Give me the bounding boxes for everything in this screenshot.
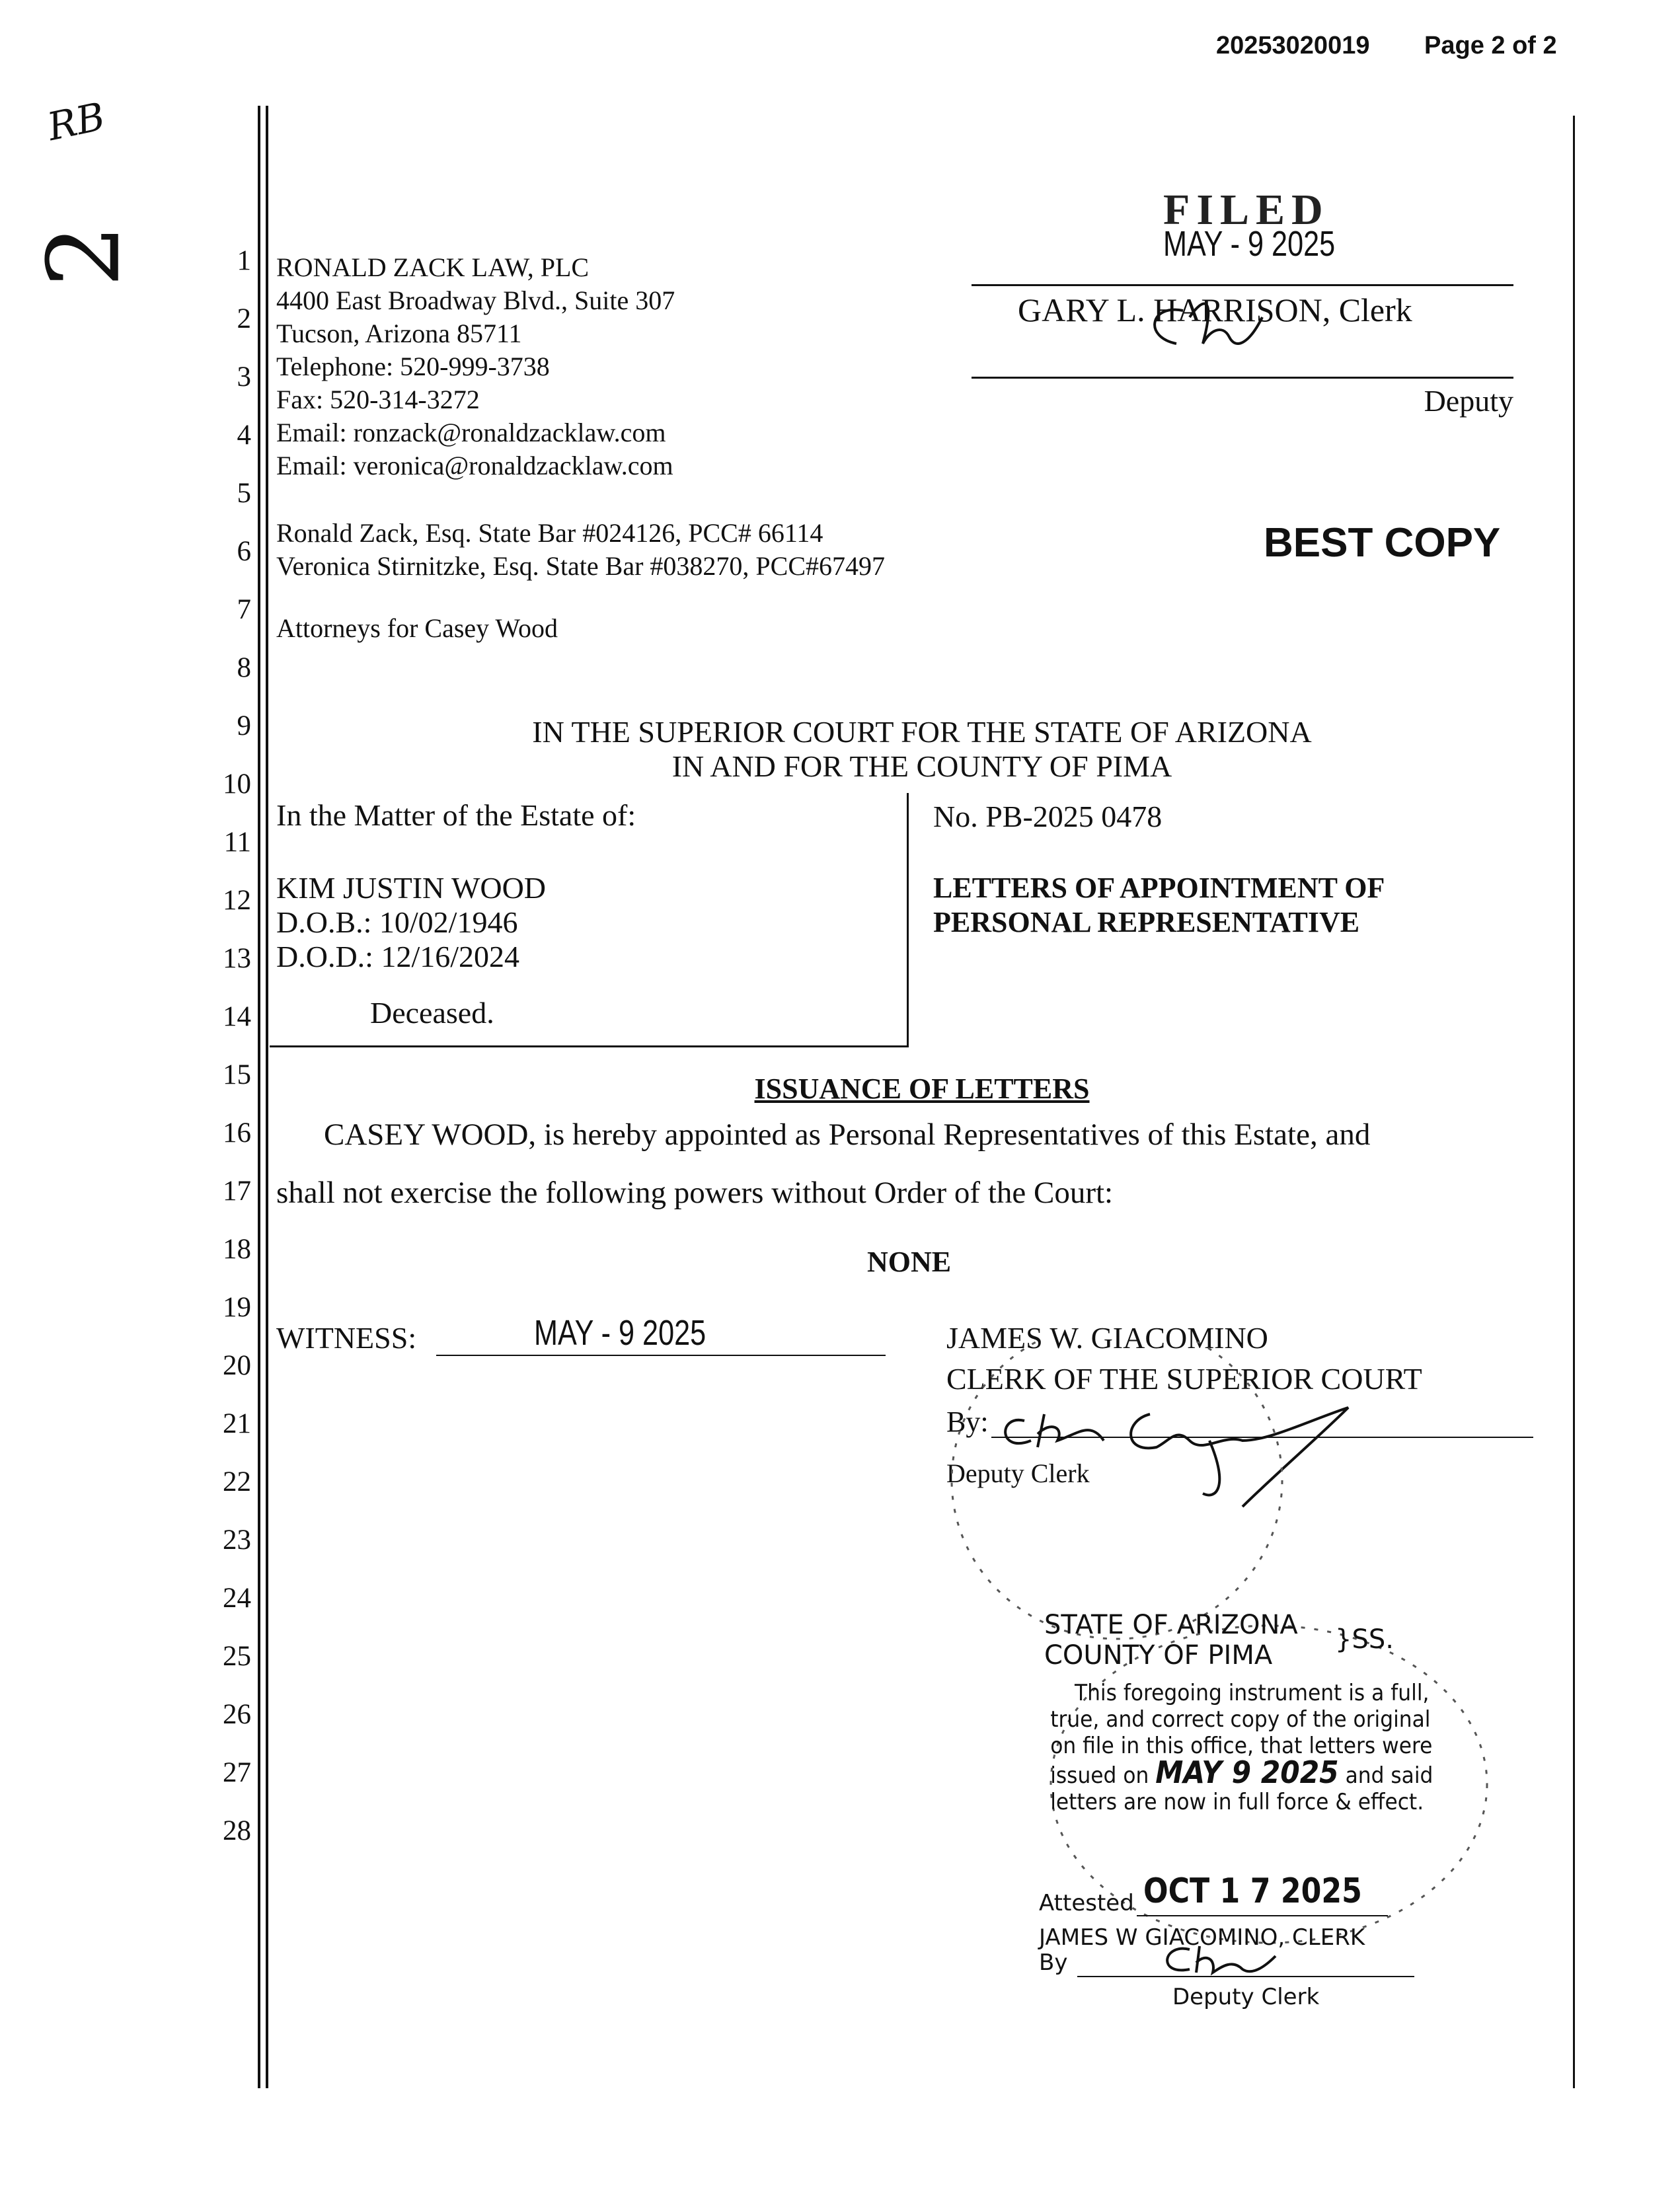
decedent-dob: D.O.B.: 10/02/1946 bbox=[276, 905, 518, 939]
right-rule bbox=[1573, 116, 1575, 2088]
issuance-heading: ISSUANCE OF LETTERS bbox=[754, 1073, 1090, 1105]
left-rule-outer bbox=[258, 106, 260, 2088]
attorney-line: Email: veronica@ronaldzacklaw.com bbox=[276, 451, 673, 480]
left-rule-inner bbox=[266, 106, 268, 2088]
decedent-name: KIM JUSTIN WOOD bbox=[276, 871, 547, 905]
attorney-line: Email: ronzack@ronaldzacklaw.com bbox=[276, 418, 666, 447]
pleading-title-line-2: PERSONAL REPRESENTATIVE bbox=[933, 906, 1360, 938]
line-number: 16 bbox=[223, 1117, 251, 1149]
attorney-line: RONALD ZACK LAW, PLC bbox=[276, 252, 590, 282]
filed-stamp-clerk: GARY L. HARRISON, Clerk bbox=[1018, 291, 1412, 328]
case-number: No. PB-2025 0478 bbox=[933, 800, 1163, 833]
cert-attested-label: Attested bbox=[1039, 1890, 1134, 1916]
line-number: 11 bbox=[223, 827, 251, 858]
cert-text: This foregoing instrument is a full, bbox=[1075, 1680, 1430, 1706]
body-paragraph-1: CASEY WOOD, is hereby appointed as Personal Representatives of this Estate, and bbox=[324, 1117, 1371, 1152]
filed-stamp bbox=[965, 185, 1513, 436]
filed-stamp-rule-top bbox=[972, 284, 1513, 286]
pleading-title bbox=[933, 871, 1385, 940]
filed-stamp-signature bbox=[1130, 291, 1295, 370]
pleading-title-line-1: LETTERS OF APPOINTMENT OF bbox=[933, 872, 1385, 904]
cert-attested-date: OCT 1 7 2025 bbox=[1143, 1871, 1362, 1911]
line-number: 25 bbox=[223, 1641, 251, 1672]
line-number: 9 bbox=[237, 710, 251, 741]
line-number: 3 bbox=[237, 361, 251, 393]
cert-text: issued on bbox=[1050, 1762, 1149, 1789]
witness-date-line bbox=[436, 1355, 886, 1356]
line-number: 24 bbox=[223, 1583, 251, 1614]
caption-deceased: Deceased. bbox=[370, 996, 494, 1030]
line-number: 20 bbox=[223, 1350, 251, 1381]
line-number: 15 bbox=[223, 1059, 251, 1090]
caption-bottom-rule bbox=[270, 1045, 908, 1047]
page-indicator: Page 2 of 2 bbox=[1424, 32, 1557, 59]
attorney-block bbox=[276, 251, 675, 482]
line-number: 26 bbox=[223, 1699, 251, 1730]
cert-deputy: Deputy Clerk bbox=[1172, 1984, 1320, 2010]
attorney-line: Telephone: 520-999-3738 bbox=[276, 352, 550, 381]
bar-number-stirnitzke: Veronica Stirnitzke, Esq. State Bar #038270, PCC#67497 bbox=[276, 551, 886, 581]
line-number: 19 bbox=[223, 1292, 251, 1323]
court-heading bbox=[271, 715, 1573, 784]
line-number: 21 bbox=[223, 1408, 251, 1439]
witness-date: MAY - 9 2025 bbox=[534, 1313, 706, 1353]
line-number: 1 bbox=[237, 245, 251, 276]
cert-county: COUNTY OF PIMA bbox=[1044, 1640, 1273, 1671]
line-number: 4 bbox=[237, 420, 251, 451]
cert-by: By bbox=[1039, 1949, 1068, 1976]
court-heading-line-2: IN AND FOR THE COUNTY OF PIMA bbox=[671, 749, 1172, 783]
cert-text: letters are now in full force & effect. bbox=[1050, 1789, 1424, 1815]
body-paragraph-2: shall not exercise the following powers without Order of the Court: bbox=[276, 1176, 1114, 1210]
line-number: 18 bbox=[223, 1234, 251, 1265]
attorney-line: Fax: 520-314-3272 bbox=[276, 385, 480, 414]
line-number: 10 bbox=[223, 769, 251, 800]
caption-left bbox=[276, 798, 636, 833]
cert-clerk: JAMES W GIACOMINO, CLERK bbox=[1039, 1924, 1365, 1951]
caption-divider bbox=[907, 793, 909, 1047]
cert-signature bbox=[1150, 1936, 1295, 1982]
line-number: 28 bbox=[223, 1815, 251, 1846]
line-number: 13 bbox=[223, 943, 251, 974]
line-number: 6 bbox=[237, 536, 251, 567]
line-number: 5 bbox=[237, 478, 251, 509]
caption-decedent bbox=[276, 871, 546, 974]
line-number: 22 bbox=[223, 1466, 251, 1497]
line-number: 7 bbox=[237, 594, 251, 625]
attorneys-for: Attorneys for Casey Wood bbox=[276, 613, 558, 643]
cert-text: and said bbox=[1345, 1762, 1433, 1789]
line-number: 2 bbox=[237, 303, 251, 334]
filed-stamp-date: MAY - 9 2025 bbox=[1163, 224, 1336, 264]
cert-text: true, and correct copy of the original bbox=[1050, 1706, 1431, 1733]
margin-number: 2 bbox=[26, 224, 142, 287]
cert-text: on file in this office, that letters were bbox=[1050, 1733, 1433, 1759]
cert-state: STATE OF ARIZONA bbox=[1044, 1610, 1298, 1640]
bar-number-zack: Ronald Zack, Esq. State Bar #024126, PCC# 66114 bbox=[276, 518, 823, 548]
best-copy-stamp: BEST COPY bbox=[1264, 520, 1501, 566]
line-number: 23 bbox=[223, 1525, 251, 1556]
line-number: 14 bbox=[223, 1001, 251, 1032]
caption-matter: In the Matter of the Estate of: bbox=[276, 798, 636, 832]
certification-stamp bbox=[1044, 1610, 1467, 1815]
document-number: 20253020019 bbox=[1216, 32, 1370, 59]
filed-stamp-deputy: Deputy bbox=[1424, 384, 1513, 418]
witness-by: By: bbox=[946, 1406, 989, 1438]
powers-none: NONE bbox=[867, 1246, 952, 1278]
witness-clerk-name: JAMES W. GIACOMINO bbox=[946, 1321, 1268, 1355]
attorney-line: Tucson, Arizona 85711 bbox=[276, 319, 522, 348]
cert-attested-line bbox=[1137, 1915, 1388, 1916]
bar-numbers bbox=[276, 517, 885, 583]
filed-stamp-rule-bottom bbox=[972, 377, 1513, 379]
line-number: 17 bbox=[223, 1176, 251, 1207]
cert-issued-date: MAY 9 2025 bbox=[1155, 1754, 1339, 1790]
line-number: 12 bbox=[223, 885, 251, 916]
decedent-dod: D.O.D.: 12/16/2024 bbox=[276, 940, 519, 973]
witness-label: WITNESS: bbox=[276, 1321, 417, 1355]
line-number: 27 bbox=[223, 1757, 251, 1788]
margin-initials: RB bbox=[43, 93, 109, 150]
filed-stamp-title: FILED bbox=[1163, 186, 1330, 234]
attorney-line: 4400 East Broadway Blvd., Suite 307 bbox=[276, 285, 675, 315]
court-heading-line-1: IN THE SUPERIOR COURT FOR THE STATE OF ARIZONA bbox=[532, 715, 1312, 749]
cert-ss: }SS. bbox=[1335, 1624, 1394, 1655]
line-number: 8 bbox=[237, 652, 251, 683]
witness-clerk-title: CLERK OF THE SUPERIOR COURT bbox=[946, 1362, 1422, 1396]
witness-deputy: Deputy Clerk bbox=[946, 1458, 1090, 1488]
